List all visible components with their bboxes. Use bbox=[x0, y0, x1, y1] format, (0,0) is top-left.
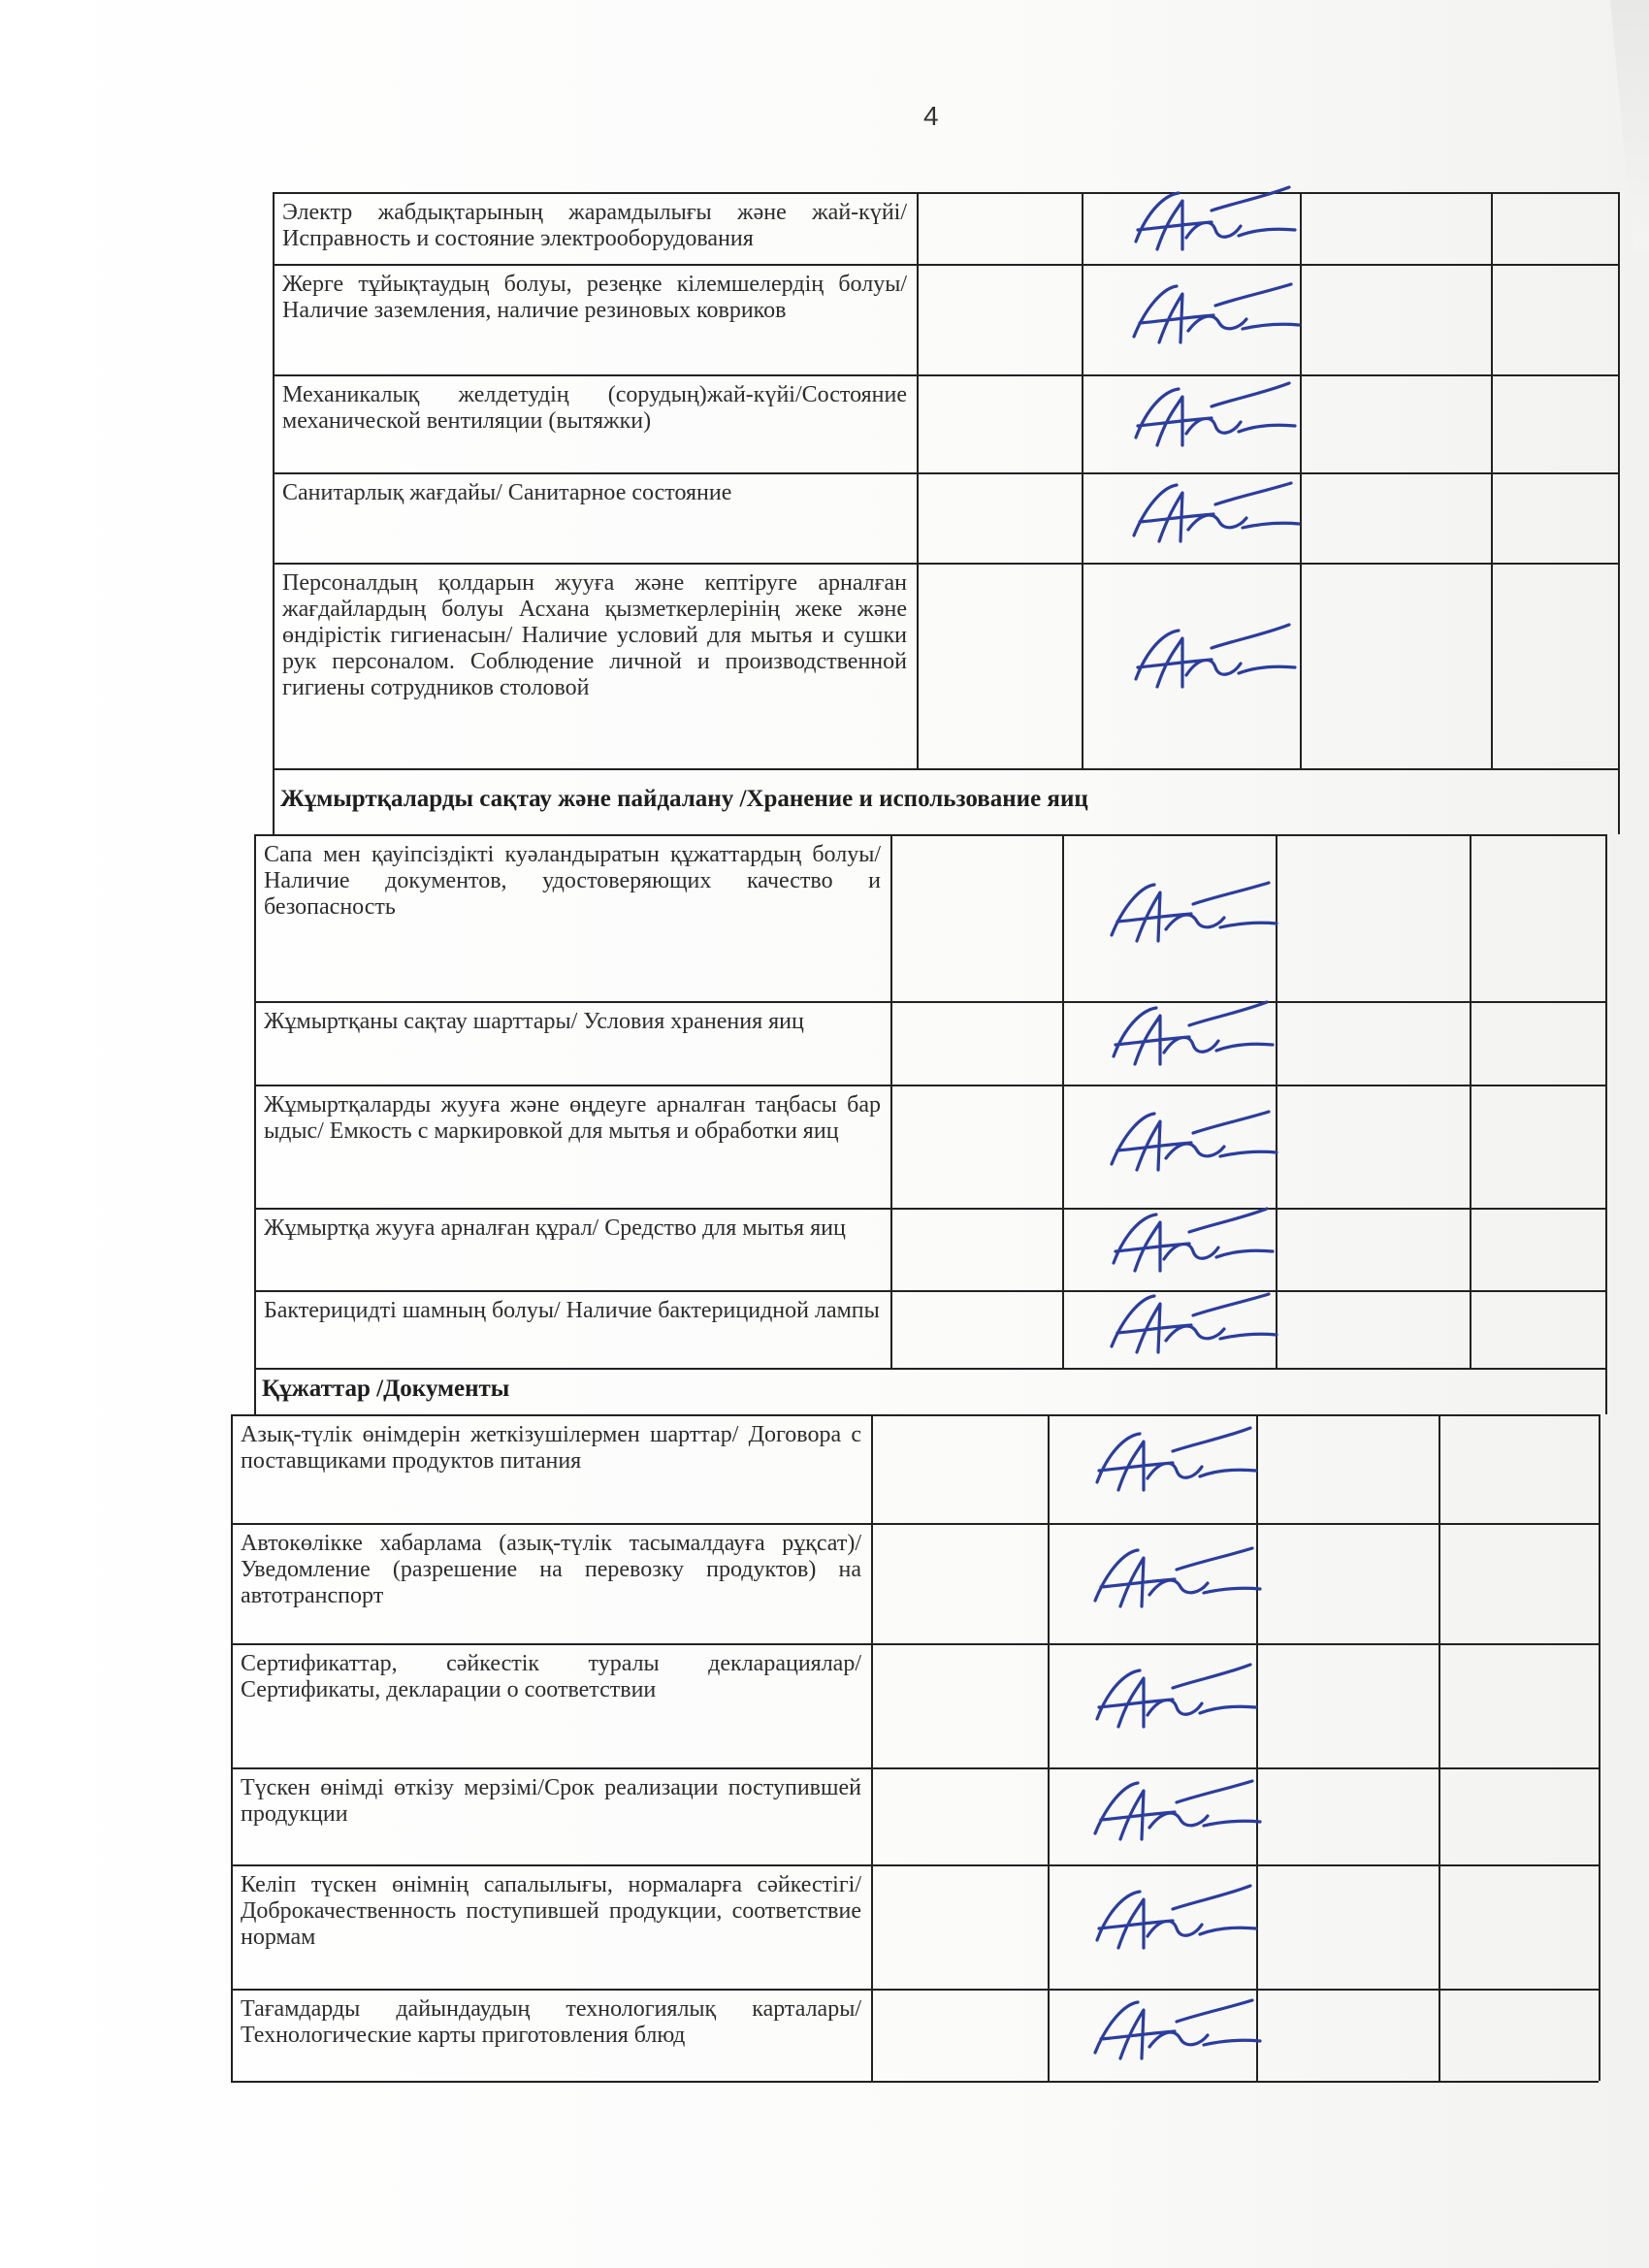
table-rule-vertical bbox=[254, 1368, 256, 1414]
signature-mark bbox=[1096, 1100, 1280, 1187]
table-rule-vertical bbox=[1470, 1001, 1471, 1085]
table-rule-vertical bbox=[1618, 264, 1620, 374]
checklist-item-text: Тағамдарды дайындаудың технологиялық карталары/ Технологические карты приготовления блюд bbox=[241, 1996, 861, 2048]
table-rule-horizontal bbox=[254, 1085, 1605, 1086]
table-rule-vertical bbox=[1048, 1989, 1050, 2081]
table-rule-vertical bbox=[273, 563, 275, 768]
table-rule-vertical bbox=[1605, 1085, 1607, 1208]
table-rule-vertical bbox=[917, 264, 919, 374]
checklist-item-text: Түскен өнімді өткізу мерзімі/Срок реализации поступившей продукции bbox=[241, 1775, 861, 1827]
signature-mark bbox=[1080, 1769, 1264, 1857]
table-rule-vertical bbox=[231, 1523, 233, 1643]
checklist-item-text: Жерге тұйықтаудың болуы, резеңке кілемшелердің болуы/ Наличие заземления, наличие резиновых ковриков bbox=[282, 272, 907, 323]
table-rule-vertical bbox=[1491, 472, 1493, 563]
table-rule-vertical bbox=[871, 1643, 873, 1767]
table-rule-vertical bbox=[1082, 374, 1083, 472]
table-rule-horizontal bbox=[273, 374, 1618, 376]
table-rule-vertical bbox=[1599, 1989, 1600, 2081]
checklist-item-text: Сертификаттар, сәйкестік туралы декларациялар/Сертификаты, декларации о соответствии bbox=[241, 1651, 861, 1702]
signature-mark bbox=[1080, 1537, 1264, 1624]
table-rule-vertical bbox=[871, 1414, 873, 1523]
table-rule-vertical bbox=[1599, 1643, 1600, 1767]
table-rule-horizontal bbox=[254, 1368, 1605, 1370]
table-rule-horizontal bbox=[231, 2081, 1599, 2083]
checklist-item-text: Жұмыртқаларды жууға және өңдеуге арналған таңбасы бар ыдыс/ Емкость с маркировкой для мытья и обработки яиц bbox=[264, 1092, 881, 1144]
table-rule-horizontal bbox=[231, 1989, 1599, 1991]
table-rule-vertical bbox=[1599, 1523, 1600, 1643]
signature-mark bbox=[1096, 1203, 1280, 1290]
table-rule-horizontal bbox=[273, 768, 1618, 770]
table-rule-vertical bbox=[1618, 768, 1620, 834]
table-rule-vertical bbox=[1439, 1414, 1440, 1523]
table-rule-vertical bbox=[1599, 1767, 1600, 1864]
table-rule-vertical bbox=[254, 1085, 256, 1208]
signature-mark bbox=[1118, 619, 1303, 706]
signature-mark bbox=[1096, 871, 1280, 958]
table-rule-vertical bbox=[273, 768, 275, 834]
table-rule-vertical bbox=[1605, 1368, 1607, 1414]
signature-mark bbox=[1080, 1422, 1264, 1509]
table-rule-vertical bbox=[1605, 1001, 1607, 1085]
table-rule-vertical bbox=[1439, 1864, 1440, 1989]
table-rule-vertical bbox=[1491, 264, 1493, 374]
table-rule-vertical bbox=[890, 1290, 892, 1368]
table-rule-vertical bbox=[1439, 1643, 1440, 1767]
table-rule-vertical bbox=[1491, 374, 1493, 472]
checklist-item-text: Санитарлық жағдайы/ Санитарное состояние bbox=[282, 480, 732, 505]
table-rule-horizontal bbox=[231, 1643, 1599, 1645]
table-rule-vertical bbox=[254, 834, 256, 1001]
signature-mark bbox=[1080, 1659, 1264, 1746]
table-rule-vertical bbox=[871, 1989, 873, 2081]
table-rule-vertical bbox=[273, 374, 275, 472]
table-rule-vertical bbox=[1048, 1767, 1050, 1864]
table-rule-horizontal bbox=[231, 1523, 1599, 1525]
table-rule-vertical bbox=[1470, 1290, 1471, 1368]
table-rule-vertical bbox=[1605, 1208, 1607, 1290]
signature-mark bbox=[1118, 377, 1303, 465]
table-rule-vertical bbox=[1470, 1085, 1471, 1208]
table-rule-vertical bbox=[1470, 834, 1471, 1001]
table-rule-horizontal bbox=[231, 1767, 1599, 1769]
table-rule-horizontal bbox=[254, 1290, 1605, 1292]
table-rule-horizontal bbox=[273, 264, 1618, 266]
table-rule-vertical bbox=[254, 1001, 256, 1085]
table-rule-vertical bbox=[1082, 192, 1083, 264]
table-rule-vertical bbox=[1439, 1767, 1440, 1864]
checklist-item-text: Бактерицидті шамның болуы/ Наличие бактерицидной лампы bbox=[264, 1298, 880, 1323]
table-rule-vertical bbox=[1062, 1290, 1064, 1368]
signature-mark bbox=[1118, 181, 1303, 269]
signature-mark bbox=[1118, 471, 1303, 559]
table-rule-horizontal bbox=[273, 472, 1618, 474]
table-rule-vertical bbox=[1470, 1208, 1471, 1290]
table-rule-vertical bbox=[1618, 472, 1620, 563]
checklist-item-text: Автокөлікке хабарлама (азық-түлік тасымалдауға рұқсат)/ Уведомление (разрешение на перевозку продуктов) на автотранспорт bbox=[241, 1531, 861, 1608]
table-rule-vertical bbox=[1605, 1290, 1607, 1368]
table-rule-vertical bbox=[1082, 472, 1083, 563]
table-rule-vertical bbox=[273, 264, 275, 374]
table-rule-vertical bbox=[1491, 192, 1493, 264]
table-rule-vertical bbox=[231, 1989, 233, 2081]
table-rule-vertical bbox=[890, 1085, 892, 1208]
table-rule-horizontal bbox=[254, 1208, 1605, 1210]
table-rule-vertical bbox=[231, 1414, 233, 1523]
checklist-item-text: Келіп түскен өнімнің сапалылығы, нормаларға сәйкестігі/ Доброкачественность поступившей продукции, соответствие нормам bbox=[241, 1872, 861, 1950]
section-title: Жұмыртқаларды сақтау және пайдалану /Хранение и использование яиц bbox=[280, 786, 1088, 812]
table-rule-vertical bbox=[890, 1001, 892, 1085]
table-rule-vertical bbox=[254, 1208, 256, 1290]
table-rule-vertical bbox=[273, 472, 275, 563]
table-rule-vertical bbox=[1062, 1001, 1064, 1085]
table-rule-horizontal bbox=[254, 1001, 1605, 1003]
table-rule-vertical bbox=[1062, 1208, 1064, 1290]
table-rule-vertical bbox=[1082, 563, 1083, 768]
table-rule-vertical bbox=[1062, 834, 1064, 1001]
table-rule-vertical bbox=[1605, 834, 1607, 1001]
checklist-item-text: Сапа мен қауіпсіздікті куәландыратын құжаттардың болуы/ Наличие документов, удостоверяющих качество и безопасность bbox=[264, 842, 881, 920]
table-rule-vertical bbox=[890, 834, 892, 1001]
table-rule-horizontal bbox=[231, 1864, 1599, 1866]
table-rule-vertical bbox=[1082, 264, 1083, 374]
signature-mark bbox=[1096, 996, 1280, 1084]
table-rule-vertical bbox=[1048, 1864, 1050, 1989]
signature-mark bbox=[1080, 1880, 1264, 1967]
table-rule-horizontal bbox=[273, 563, 1618, 565]
table-rule-vertical bbox=[1439, 1989, 1440, 2081]
signature-mark bbox=[1118, 273, 1303, 360]
page-number: 4 bbox=[923, 101, 939, 131]
table-rule-vertical bbox=[871, 1864, 873, 1989]
checklist-item-text: Персоналдың қолдарын жууға және кептіруге арналған жағдайлардың болуы Асхана қызметкерлерінің жеке және өндірістік гигиенасын/ Наличие условий для мытья и сушки рук персоналом. Соблюдение личной и производственной гигиены сотрудников столовой bbox=[282, 570, 907, 700]
table-rule-vertical bbox=[1048, 1414, 1050, 1523]
signature-mark bbox=[1096, 1282, 1280, 1370]
checklist-item-text: Азық-түлік өнімдерін жеткізушілермен шарттар/ Договора с поставщиками продуктов питания bbox=[241, 1422, 861, 1474]
table-rule-vertical bbox=[871, 1523, 873, 1643]
table-rule-vertical bbox=[273, 192, 275, 264]
table-rule-vertical bbox=[917, 563, 919, 768]
table-rule-vertical bbox=[231, 1643, 233, 1767]
table-rule-vertical bbox=[917, 374, 919, 472]
table-rule-vertical bbox=[1491, 563, 1493, 768]
table-rule-vertical bbox=[917, 192, 919, 264]
table-rule-vertical bbox=[1062, 1085, 1064, 1208]
table-rule-vertical bbox=[890, 1208, 892, 1290]
table-rule-vertical bbox=[1618, 563, 1620, 768]
checklist-item-text: Механикалық желдетудің (сорудың)жай-күйі/Состояние механической вентиляции (вытяжки) bbox=[282, 382, 907, 434]
signature-mark bbox=[1080, 1989, 1264, 2076]
table-rule-vertical bbox=[1618, 374, 1620, 472]
checklist-item-text: Жұмыртқа жууға арналған құрал/ Средство для мытья яиц bbox=[264, 1215, 846, 1241]
table-rule-horizontal bbox=[231, 1414, 1599, 1416]
table-rule-horizontal bbox=[254, 834, 1605, 836]
table-rule-vertical bbox=[254, 1290, 256, 1368]
checklist-item-text: Жұмыртқаны сақтау шарттары/ Условия хранения яиц bbox=[264, 1009, 804, 1034]
table-rule-vertical bbox=[1048, 1523, 1050, 1643]
checklist-item-text: Электр жабдықтарының жарамдылығы және жай-күйі/Исправность и состояние электрооборудования bbox=[282, 200, 907, 251]
table-rule-vertical bbox=[1618, 192, 1620, 264]
table-rule-vertical bbox=[917, 472, 919, 563]
table-rule-vertical bbox=[231, 1864, 233, 1989]
table-rule-vertical bbox=[871, 1767, 873, 1864]
section-title: Құжаттар /Документы bbox=[262, 1376, 510, 1402]
table-rule-vertical bbox=[1048, 1643, 1050, 1767]
table-rule-vertical bbox=[1599, 1864, 1600, 1989]
table-rule-vertical bbox=[1439, 1523, 1440, 1643]
table-rule-horizontal bbox=[273, 192, 1618, 194]
table-rule-vertical bbox=[1599, 1414, 1600, 1523]
table-rule-vertical bbox=[231, 1767, 233, 1864]
